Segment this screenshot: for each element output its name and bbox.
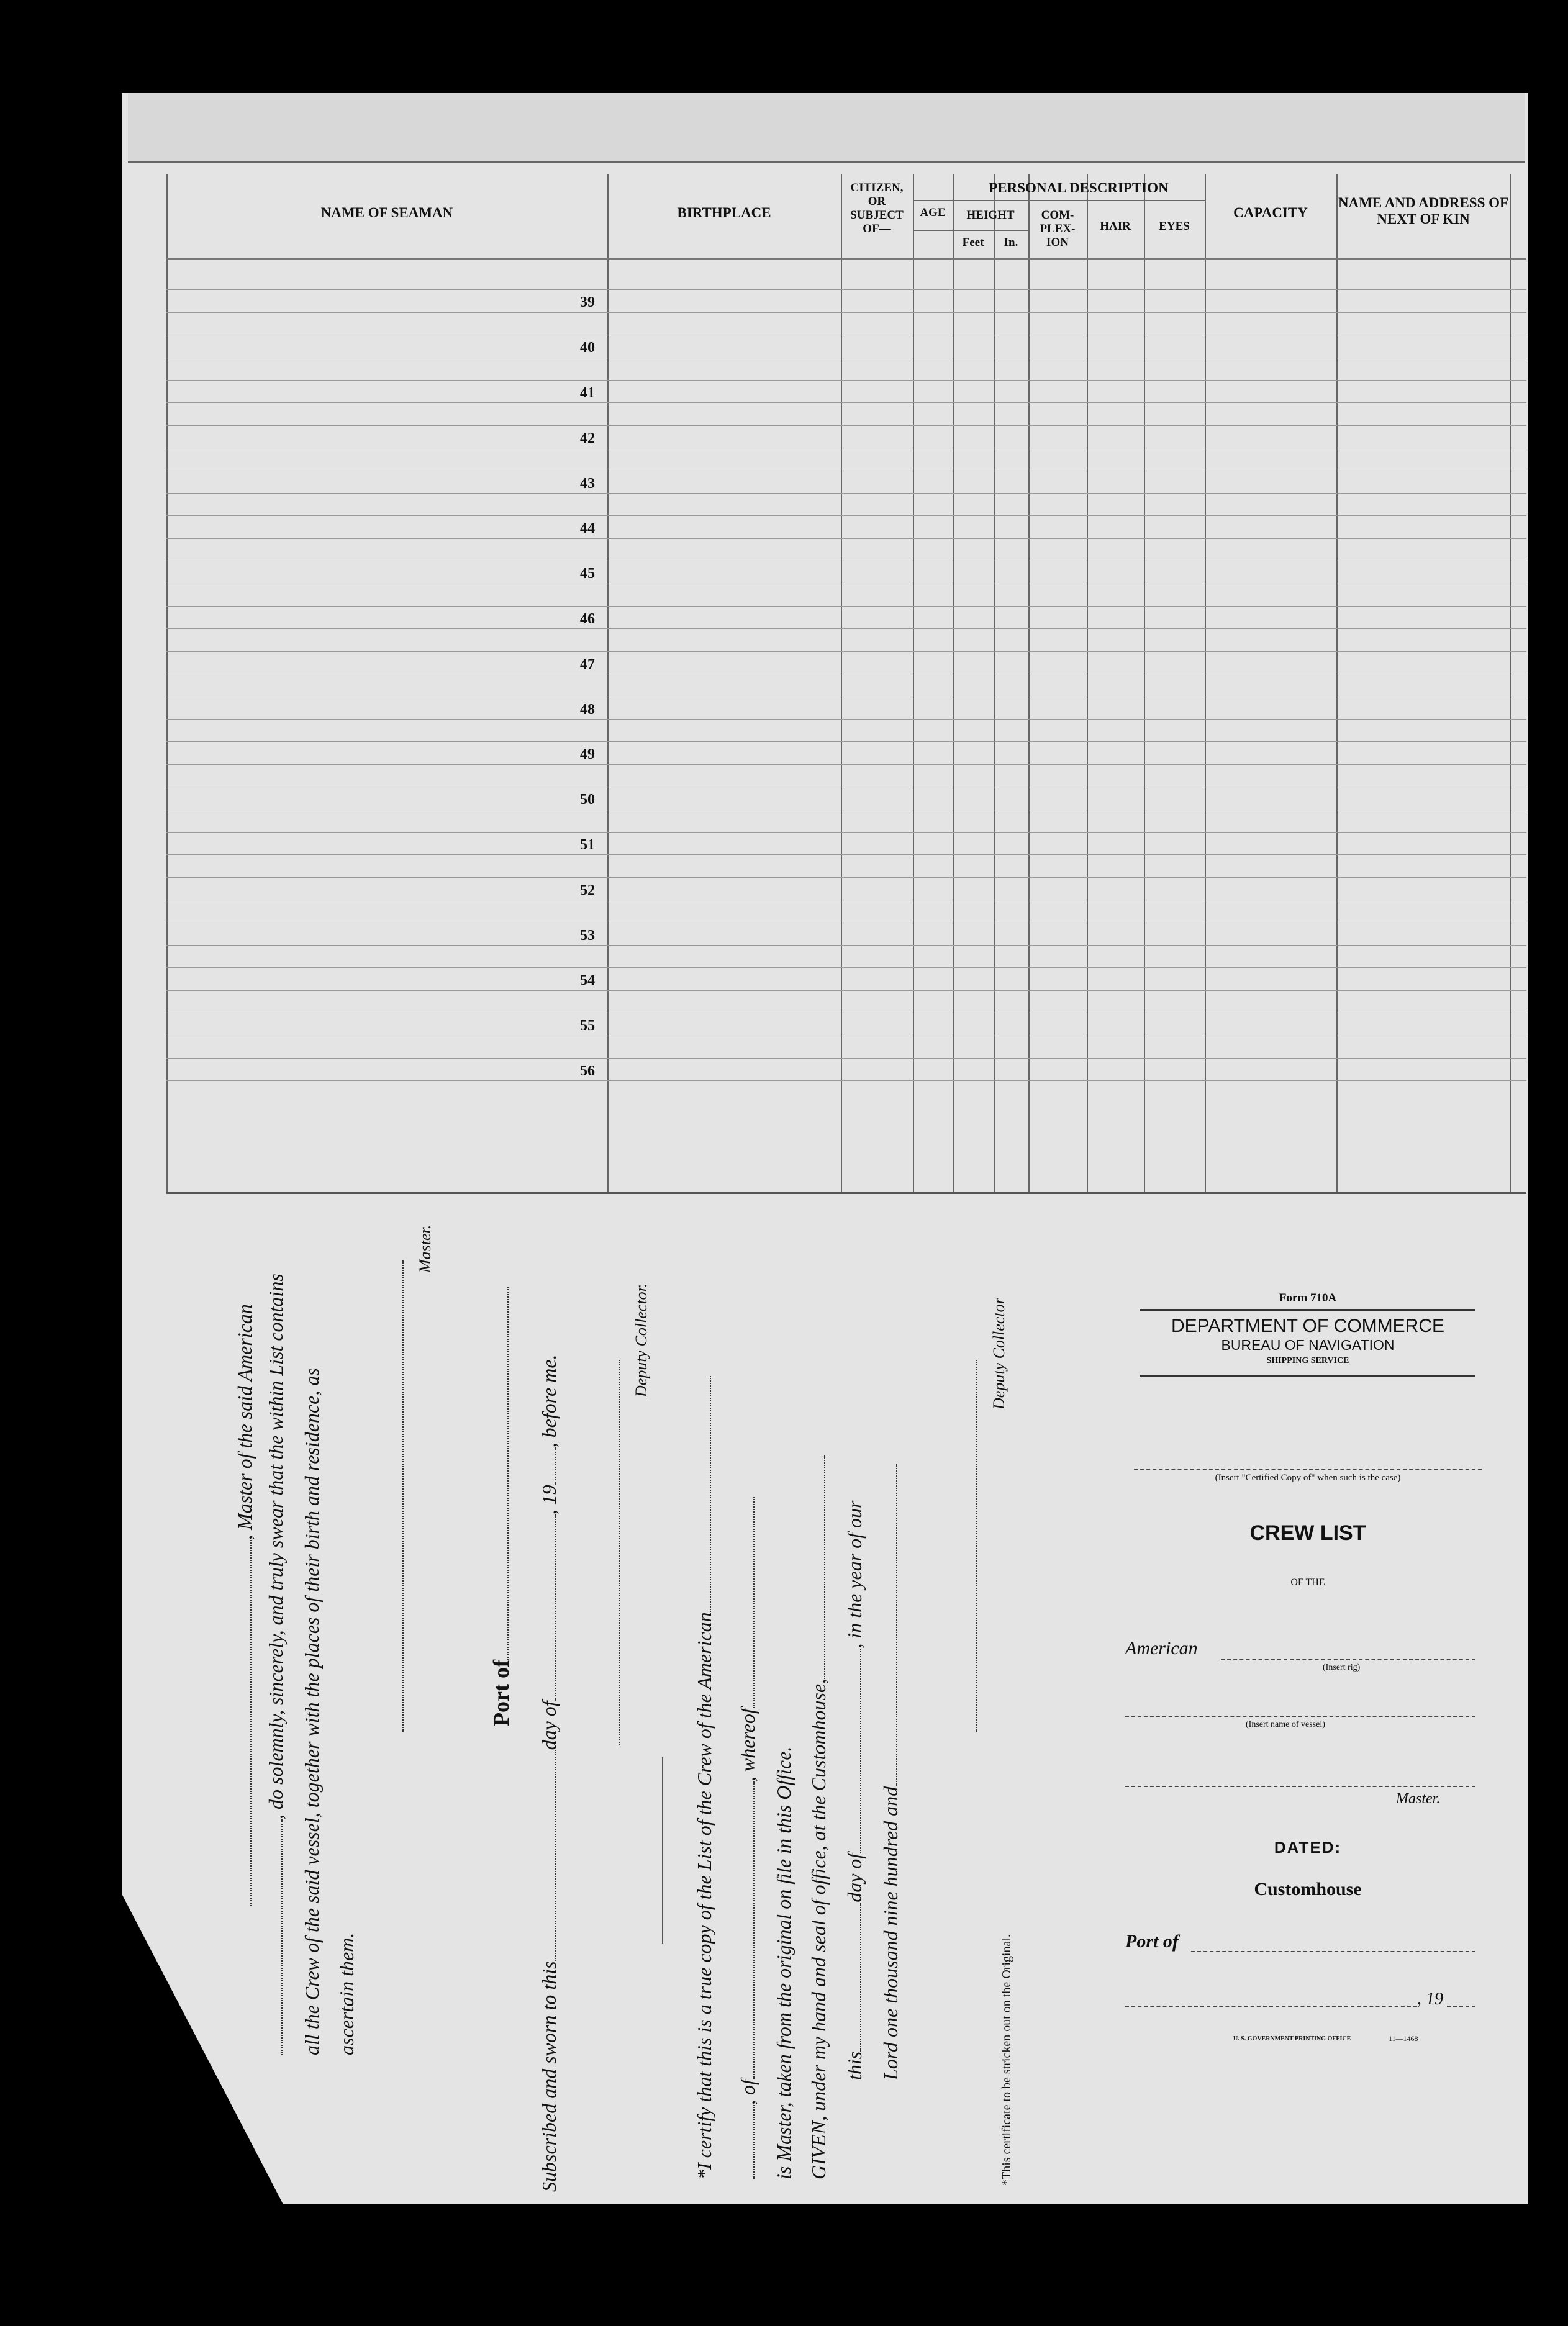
cover-port-of-label: Port of <box>1125 1931 1179 1952</box>
date-line <box>1125 2006 1417 2007</box>
row-rule <box>166 651 1526 652</box>
oath-subscribed-text: Subscribed and sworn to this <box>538 1961 560 2192</box>
row-rule <box>166 425 1526 426</box>
oath-subscribed-19: , 19 <box>538 1485 560 1515</box>
certificate-footnote-text: *This certificate to be stricken out on the Original. <box>1000 1934 1013 2186</box>
certificate-line4-text: GIVEN, under my hand and seal of office, at the Customhouse, <box>807 1678 830 2179</box>
header-capacity: CAPACITY <box>1233 205 1308 220</box>
header-eyes: EYES <box>1159 220 1190 233</box>
certificate-footnote <box>1000 1934 1014 2186</box>
header-complexion-line3: ION <box>1046 236 1069 249</box>
row-number: 51 <box>580 837 595 853</box>
print-code: 11—1468 <box>1389 2034 1418 2043</box>
oath-line4 <box>335 1933 358 2055</box>
row-rule <box>166 1080 1526 1081</box>
certificate-line2 <box>736 1497 759 2179</box>
oath-line3 <box>301 1368 324 2055</box>
certificate-line3-text: is Master, taken from the original on file in this Office. <box>773 1746 795 2179</box>
row-number: 40 <box>580 340 595 356</box>
row-rule <box>166 289 1526 290</box>
oath-line4-text: ascertain them. <box>335 1932 358 2055</box>
header-complexion <box>1028 209 1087 250</box>
header-citizen-line3: SUBJECT <box>850 209 904 222</box>
torn-corner <box>122 1894 283 2204</box>
header-inches: In. <box>1004 236 1018 249</box>
form-number: Form 710A <box>1279 1292 1337 1305</box>
row-rule <box>166 493 1526 494</box>
row-rule <box>166 945 1526 946</box>
year-19-label: , 19 <box>1417 1989 1443 2009</box>
oath-line2-text: , do solemnly, sincerely, and truly swear that the within List contains <box>265 1274 287 1819</box>
certificate-line6 <box>879 1464 902 2080</box>
header-citizen-line1: CITIZEN, <box>850 181 904 194</box>
header-birthplace: BIRTHPLACE <box>677 205 771 220</box>
department-title: DEPARTMENT OF COMMERCE <box>1171 1316 1445 1336</box>
row-number: 42 <box>580 430 595 446</box>
certificate-line3 <box>773 1747 795 2179</box>
top-margin-band <box>128 93 1525 163</box>
bureau-title: BUREAU OF NAVIGATION <box>1221 1337 1395 1353</box>
oath-port-of <box>488 1287 514 1726</box>
certificate-line1 <box>693 1376 716 2179</box>
crew-table <box>166 174 1526 1194</box>
oath-line1-text: , Master of the said American <box>233 1304 256 1540</box>
deputy-signature-line-1 <box>619 1360 620 1745</box>
master-label: Master. <box>1396 1791 1441 1807</box>
row-rule <box>166 402 1526 403</box>
certificate-deputy-collector <box>990 1298 1008 1410</box>
header-next-of-kin <box>1336 195 1510 227</box>
crew-list-title: CREW LIST <box>1249 1521 1366 1545</box>
row-number: 47 <box>580 656 595 672</box>
row-number: 50 <box>580 792 595 808</box>
oath-port-of-text: Port of <box>489 1660 514 1726</box>
oath-line3-text: all the Crew of the said vessel, together with the places of their birth and residence, as <box>301 1368 323 2055</box>
dated-label: DATED: <box>1274 1838 1342 1857</box>
certificate-year: , in the year of our <box>843 1500 866 1649</box>
vessel-line <box>1125 1716 1475 1717</box>
row-rule <box>166 877 1526 878</box>
header-height: HEIGHT <box>966 209 1015 222</box>
row-rule <box>166 380 1526 381</box>
cover-panel <box>1134 1292 1482 1377</box>
row-number: 41 <box>580 385 595 401</box>
header-citizen <box>841 181 913 236</box>
master-line <box>1125 1786 1475 1787</box>
oath-master-label <box>416 1225 435 1273</box>
row-rule <box>166 719 1526 720</box>
header-name-of-seaman: NAME OF SEAMAN <box>320 205 453 220</box>
certificate-line5 <box>843 1500 866 2080</box>
deputy-signature-line-2 <box>976 1360 977 1732</box>
row-rule <box>166 312 1526 313</box>
insert-rig-note: (Insert rig) <box>1323 1663 1361 1672</box>
certificate-deputy-text: Deputy Collector <box>990 1298 1008 1410</box>
oath-line1 <box>233 1304 256 1906</box>
row-number: 44 <box>580 520 595 537</box>
customhouse-label: Customhouse <box>1254 1879 1362 1899</box>
row-rule <box>166 741 1526 742</box>
certificate-line1-text: *I certify that this is a true copy of the List of the Crew of the American <box>693 1612 715 2179</box>
oath-deputy-collector <box>632 1283 651 1397</box>
certificate-of: , of <box>736 2079 759 2105</box>
port-line <box>1191 1951 1475 1952</box>
row-rule <box>166 1058 1526 1059</box>
row-number: 55 <box>580 1018 595 1034</box>
row-rule <box>166 854 1526 855</box>
row-rule <box>166 628 1526 629</box>
row-number: 48 <box>580 701 595 718</box>
insert-certified-note: (Insert "Certified Copy of" when such is the case) <box>1215 1473 1401 1483</box>
row-number: 53 <box>580 927 595 944</box>
of-the-label: OF THE <box>1290 1577 1325 1588</box>
row-number: 45 <box>580 566 595 582</box>
header-feet: Feet <box>962 236 984 249</box>
header-citizen-line4: OF— <box>863 222 891 235</box>
service-title: SHIPPING SERVICE <box>1266 1356 1349 1365</box>
oath-deputy-text: Deputy Collector. <box>632 1283 650 1397</box>
oath-subscribed-post: , before me. <box>538 1354 560 1448</box>
oath-master-text: Master. <box>416 1224 434 1273</box>
master-signature-line <box>402 1260 404 1732</box>
certificate-day: day of <box>843 1853 866 1903</box>
oath-subscribed <box>538 1354 561 2192</box>
certificate-whereof: , whereof <box>736 1708 759 1782</box>
header-complexion-line2: PLEX- <box>1040 222 1076 235</box>
certificate-this: this <box>843 2051 866 2080</box>
row-number: 39 <box>580 294 595 311</box>
row-rule <box>166 990 1526 991</box>
year-line <box>1447 2006 1475 2007</box>
insert-vessel-note: (Insert name of vessel) <box>1246 1720 1325 1729</box>
seal-line <box>662 1757 663 1944</box>
header-next-of-kin-line2: NEXT OF KIN <box>1377 211 1470 227</box>
header-personal-description: PERSONAL DESCRIPTION <box>989 180 1169 196</box>
certified-copy-line <box>1134 1469 1482 1470</box>
row-number: 54 <box>580 972 595 989</box>
row-rule <box>166 967 1526 968</box>
header-next-of-kin-line1: NAME AND ADDRESS OF <box>1338 195 1509 210</box>
oath-subscribed-day: day of <box>538 1701 560 1750</box>
header-hair: HAIR <box>1100 220 1131 233</box>
printing-office: U. S. GOVERNMENT PRINTING OFFICE <box>1233 2035 1351 2042</box>
crew-list-sheet <box>122 93 1528 2204</box>
row-rule <box>166 764 1526 765</box>
rig-line <box>1221 1659 1475 1660</box>
row-number: 43 <box>580 475 595 492</box>
american-label: American <box>1125 1638 1198 1659</box>
row-rule <box>166 538 1526 539</box>
row-rule <box>166 606 1526 607</box>
row-rule <box>166 515 1526 516</box>
row-number: 56 <box>580 1063 595 1079</box>
row-rule <box>166 832 1526 833</box>
row-number: 49 <box>580 746 595 763</box>
row-number: 52 <box>580 882 595 898</box>
header-age: AGE <box>920 206 946 219</box>
row-number: 46 <box>580 611 595 627</box>
header-citizen-line2: OR <box>868 195 886 208</box>
certificate-line4 <box>807 1455 830 2179</box>
header-complexion-line1: COM- <box>1041 209 1074 222</box>
certificate-line6-text: Lord one thousand nine hundred and <box>879 1786 902 2080</box>
